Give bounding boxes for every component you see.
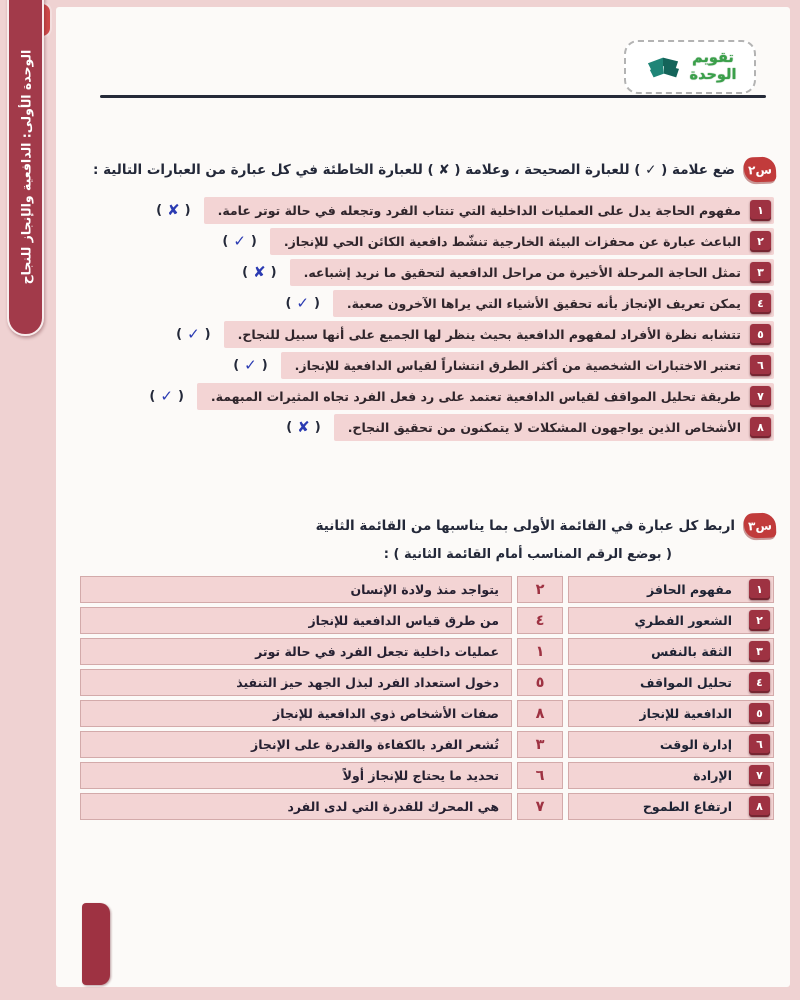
paren-open: ( <box>313 296 320 311</box>
paren-open: ( <box>204 327 211 342</box>
bottom-margin-decoration <box>82 903 110 985</box>
statement-number-badge: ٢ <box>750 231 771 252</box>
statement-row <box>70 290 774 317</box>
term-number-badge: ٢ <box>749 610 770 631</box>
term-number-badge: ٦ <box>749 734 770 755</box>
question-2-section <box>56 157 790 441</box>
answer-number-cell: ٨ <box>517 700 563 727</box>
term-number-badge: ٥ <box>749 703 770 724</box>
description-cell: صفات الأشخاص ذوي الدافعية للإنجاز <box>80 700 512 727</box>
term-number-badge: ٧ <box>749 765 770 786</box>
matching-row <box>80 669 774 696</box>
unit-evaluation-badge <box>624 40 756 94</box>
question-3-section <box>56 513 790 820</box>
statement-text: مفهوم الحاجة يدل على العمليات الداخلية التي تنتاب الفرد وتجعله في حالة توتر عامة. <box>217 203 741 218</box>
paren-close: ) <box>242 265 249 280</box>
statement-text: الأشخاص الذين يواجهون المشكلات لا يتمكنون من تحقيق النجاح. <box>347 420 741 435</box>
paren-open: ( <box>270 265 277 280</box>
answer-mark: ✓ <box>233 232 246 250</box>
statement-row <box>70 259 774 286</box>
statement-answer <box>233 358 267 373</box>
matching-row <box>80 700 774 727</box>
question-3-instruction: اربط كل عبارة في القائمة الأولى بما يناسبها من القائمة الثانية <box>315 517 735 534</box>
statement-row <box>70 197 774 224</box>
term-cell <box>568 638 774 665</box>
statement-bar <box>270 228 774 255</box>
answer-number-cell: ٧ <box>517 793 563 820</box>
term-cell <box>568 669 774 696</box>
term-cell <box>568 607 774 634</box>
term-label: الشعور الفطري <box>634 613 732 628</box>
paren-close: ) <box>149 389 156 404</box>
statement-number-badge: ٥ <box>750 324 771 345</box>
statement-number-badge: ٨ <box>750 417 771 438</box>
statement-bar <box>204 197 774 224</box>
statement-bar <box>333 290 774 317</box>
answer-number-cell: ٤ <box>517 607 563 634</box>
term-label: الدافعية للإنجاز <box>639 706 732 721</box>
question-3-header <box>56 513 790 538</box>
statement-row <box>70 414 774 441</box>
answer-mark: ✘ <box>253 263 266 281</box>
term-label: مفهوم الحافز <box>647 582 732 597</box>
statement-answer <box>149 389 183 404</box>
term-number-badge: ٨ <box>749 796 770 817</box>
description-cell: تحديد ما يحتاج للإنجاز أولاً <box>80 762 512 789</box>
matching-row <box>80 576 774 603</box>
statement-text: تعتبر الاختبارات الشخصية من أكثر الطرق انتشاراً لقياس الدافعية للإنجاز. <box>294 358 741 373</box>
statement-row <box>70 352 774 379</box>
statement-answer <box>285 296 319 311</box>
term-label: ارتفاع الطموح <box>642 799 732 814</box>
term-cell <box>568 762 774 789</box>
description-cell: تُشعر الفرد بالكفاءة والقدرة على الإنجاز <box>80 731 512 758</box>
paren-open: ( <box>261 358 268 373</box>
page-content <box>56 7 790 987</box>
statement-bar <box>334 414 774 441</box>
statement-row <box>70 228 774 255</box>
statement-text: تمثل الحاجة المرحلة الأخيرة من مراحل الدافعية لتحقيق ما نريد إشباعه. <box>303 265 741 280</box>
paren-open: ( <box>184 203 191 218</box>
question-2-header <box>56 157 790 182</box>
answer-number-cell: ٦ <box>517 762 563 789</box>
unit-title: الوحدة الأولى: الدافعية والإنجاز للنجاح <box>18 49 33 285</box>
statements-list <box>70 197 774 441</box>
term-number-badge: ١ <box>749 579 770 600</box>
statement-number-badge: ٦ <box>750 355 771 376</box>
statement-number-badge: ٣ <box>750 262 771 283</box>
badge-line2: الوحدة <box>689 67 737 83</box>
statement-answer <box>176 327 210 342</box>
unit-title-tab <box>7 0 44 336</box>
statement-bar <box>197 383 774 410</box>
matching-row <box>80 607 774 634</box>
answer-number-cell: ٢ <box>517 576 563 603</box>
statement-bar <box>290 259 774 286</box>
page-header <box>56 7 790 157</box>
paren-close: ) <box>176 327 183 342</box>
statement-answer <box>222 234 256 249</box>
question-3-marker: س٣ <box>744 512 777 538</box>
paren-close: ) <box>233 358 240 373</box>
answer-number-cell: ٥ <box>517 669 563 696</box>
statement-row <box>70 321 774 348</box>
question-2-instruction: ضع علامة ( ✓ ) للعبارة الصحيحة ، وعلامة ( ✘ ) للعبارة الخاطئة في كل عبارة من العبارات التالية : <box>93 161 735 178</box>
description-cell: يتواجد منذ ولادة الإنسان <box>80 576 512 603</box>
description-cell: عمليات داخلية تجعل الفرد في حالة توتر <box>80 638 512 665</box>
paren-open: ( <box>177 389 184 404</box>
statement-number-badge: ٧ <box>750 386 771 407</box>
statement-bar <box>224 321 774 348</box>
description-cell: هي المحرك للقدرة التي لدى الفرد <box>80 793 512 820</box>
statement-row <box>70 383 774 410</box>
matching-row <box>80 793 774 820</box>
badge-text <box>690 50 737 83</box>
matching-row <box>80 731 774 758</box>
header-divider <box>100 95 766 98</box>
statement-number-badge: ٤ <box>750 293 771 314</box>
question-3-instruction-2: ( بوضع الرقم المناسب أمام القائمة الثانية ) : <box>383 547 672 562</box>
answer-mark: ✓ <box>187 325 200 343</box>
term-cell <box>568 700 774 727</box>
term-cell <box>568 793 774 820</box>
description-cell: دخول استعداد الفرد لبذل الجهد حيز التنفيذ <box>80 669 512 696</box>
books-icon <box>644 51 682 83</box>
paren-close: ) <box>285 296 292 311</box>
answer-mark: ✓ <box>160 387 173 405</box>
answer-mark: ✘ <box>167 201 180 219</box>
question-2-marker: س٢ <box>744 156 777 182</box>
answer-number-cell: ٣ <box>517 731 563 758</box>
paren-close: ) <box>222 234 229 249</box>
term-number-badge: ٤ <box>749 672 770 693</box>
description-cell: من طرق قياس الدافعية للإنجاز <box>80 607 512 634</box>
statement-answer <box>242 265 276 280</box>
paren-open: ( <box>250 234 257 249</box>
badge-line1: تقويم <box>692 50 734 67</box>
answer-mark: ✓ <box>296 294 309 312</box>
statement-text: طريقة تحليل المواقف لقياس الدافعية تعتمد على رد فعل الفرد تجاه المثيرات المبهمة. <box>210 389 741 404</box>
statement-text: يمكن تعريف الإنجاز بأنه تحقيق الأشياء التي يراها الآخرون صعبة. <box>346 296 741 311</box>
statement-number-badge: ١ <box>750 200 771 221</box>
statement-answer <box>286 420 320 435</box>
paren-close: ) <box>286 420 293 435</box>
statement-bar <box>281 352 774 379</box>
term-label: تحليل المواقف <box>640 675 732 690</box>
matching-table <box>80 576 774 820</box>
matching-row <box>80 638 774 665</box>
answer-mark: ✓ <box>244 356 257 374</box>
statement-text: الباعث عبارة عن محفزات البيئة الخارجية تنشّط دافعية الكائن الحي للإنجاز. <box>283 234 741 249</box>
statement-answer <box>156 203 190 218</box>
term-cell <box>568 576 774 603</box>
answer-mark: ✘ <box>297 418 310 436</box>
statement-text: تتشابه نظرة الأفراد لمفهوم الدافعية بحيث ينظر لها الجميع على أنها سبيل للنجاح. <box>237 327 741 342</box>
term-label: الإرادة <box>693 768 732 783</box>
paren-open: ( <box>314 420 321 435</box>
paren-close: ) <box>156 203 163 218</box>
term-number-badge: ٣ <box>749 641 770 662</box>
answer-number-cell: ١ <box>517 638 563 665</box>
term-label: الثقة بالنفس <box>651 644 732 659</box>
term-label: إدارة الوقت <box>659 737 732 752</box>
term-cell <box>568 731 774 758</box>
matching-row <box>80 762 774 789</box>
